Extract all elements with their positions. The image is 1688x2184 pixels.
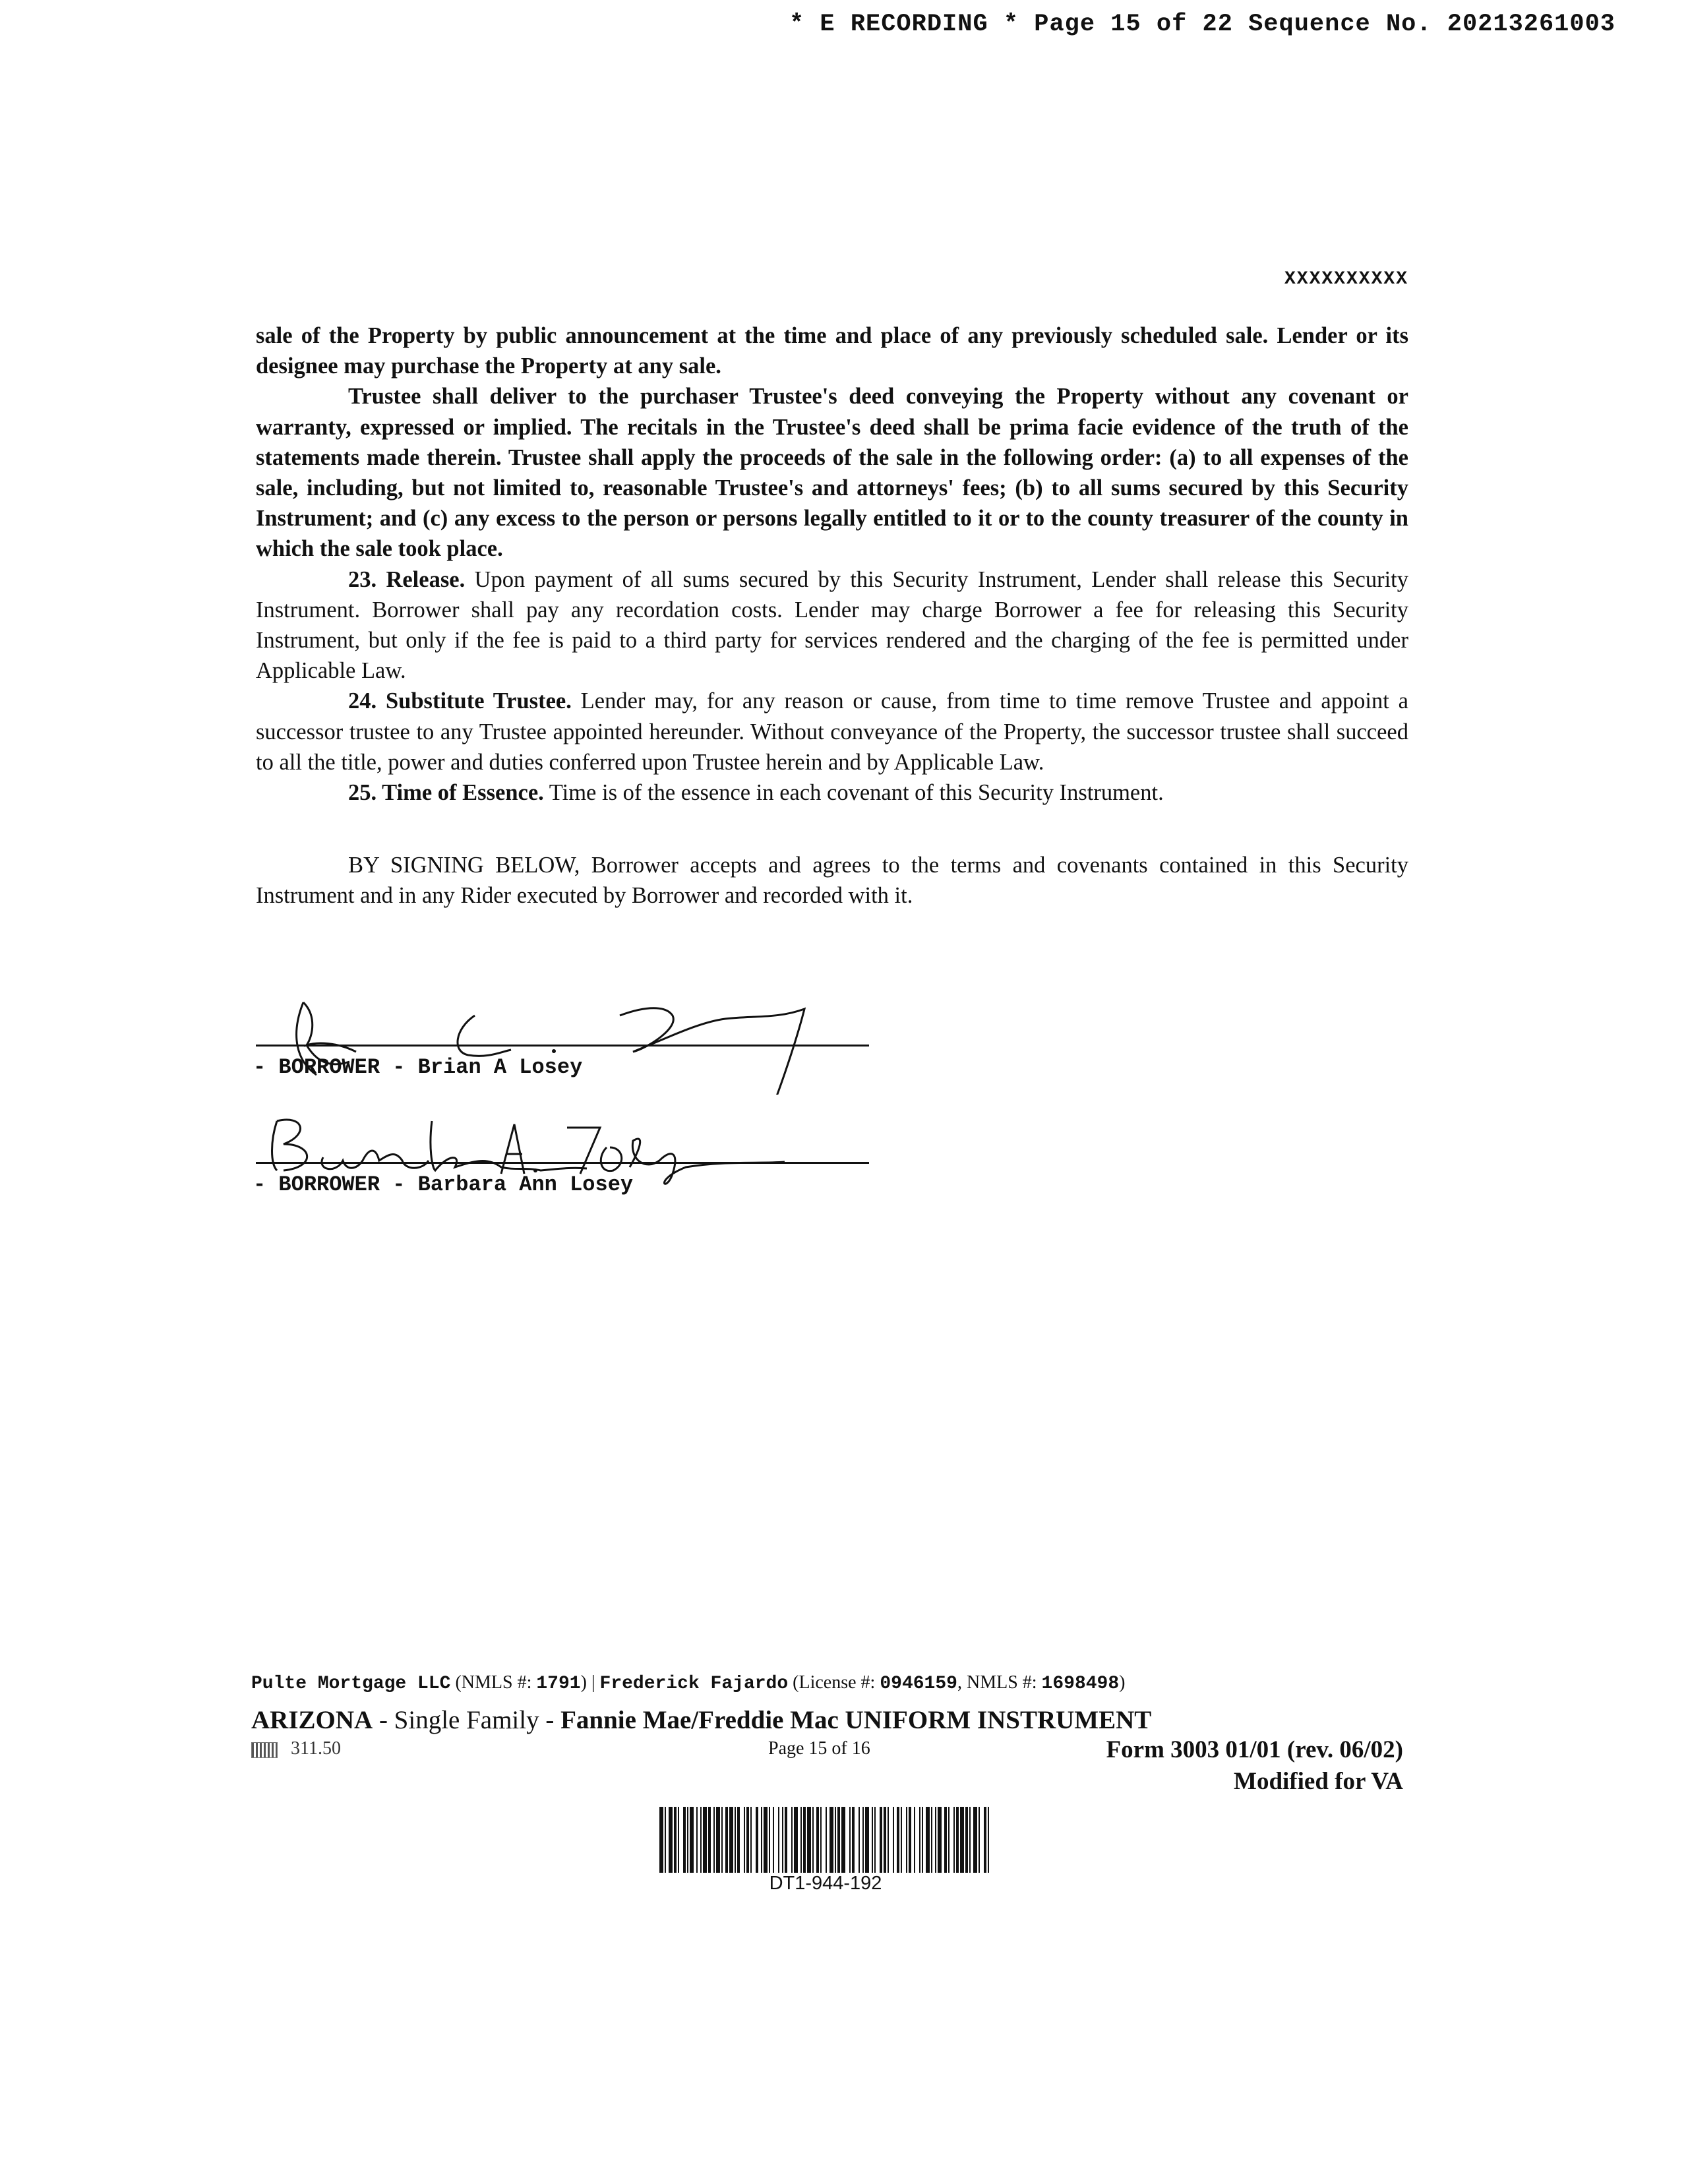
signing-statement: BY SIGNING BELOW, Borrower accepts and agrees to the terms and covenants contained in this Security Instrument and in any Rider executed by Borrower and recorded with it. <box>256 853 1408 909</box>
spacer <box>256 808 1408 850</box>
lender-info <box>251 1672 1126 1694</box>
license-prefix: (License #: <box>788 1672 880 1693</box>
barcode-bar <box>888 1807 889 1873</box>
barcode-bar <box>919 1807 920 1873</box>
barcode-bar <box>708 1807 711 1873</box>
barcode-bar <box>948 1807 950 1873</box>
barcode-bar <box>690 1807 694 1873</box>
barcode-bar <box>794 1807 798 1873</box>
recording-header: * E RECORDING * Page 15 of 22 Sequence No. 20213261003 <box>789 11 1615 38</box>
barcode-bar <box>820 1807 822 1873</box>
barcode-bar <box>935 1807 936 1873</box>
paragraph-trustee-deed: Trustee shall deliver to the purchaser Trustee's deed conveying the Property without any covenant or warranty, expressed or implied. The recitals in the Trustee's deed shall be prima facie evidence of the truth of the statements made therein. Trustee shall apply the proceeds of the sale in the following order: (a) to all expenses of the sale, including, but not limited to, reasonable Trustee's and attorneys' fees; (b) to all sums secured by this Security Instrument; and (c) any excess to the person or persons legally entitled to it or to the county treasurer of the county in which the sale took place. <box>256 384 1408 562</box>
barcode-bar <box>914 1807 915 1873</box>
barcode-bar <box>744 1807 745 1873</box>
barcode-bar <box>769 1807 770 1873</box>
document-body <box>256 320 1408 911</box>
originator-nmls-prefix: , NMLS #: <box>957 1672 1042 1693</box>
barcode-bar <box>782 1807 783 1873</box>
page-number: Page 15 of 16 <box>768 1738 870 1759</box>
barcode-bar <box>835 1807 836 1873</box>
form-title-uniform: Fannie Mae/Freddie Mac UNIFORM INSTRUMENT <box>560 1706 1152 1734</box>
barcode-bar <box>988 1807 989 1873</box>
signature-line-1 <box>256 1045 869 1046</box>
barcode-bar <box>678 1807 679 1873</box>
barcode-bar <box>826 1807 827 1873</box>
barcode-bar <box>816 1807 819 1873</box>
form-code-value: 311.50 <box>291 1738 341 1759</box>
barcode-bar <box>901 1807 902 1873</box>
barcode-bar <box>984 1807 986 1873</box>
lender-separator: ) | <box>580 1672 600 1693</box>
barcode-bar <box>922 1807 923 1873</box>
barcode-bar <box>931 1807 932 1873</box>
barcode-bar <box>960 1807 964 1873</box>
section-23-text: Upon payment of all sums secured by this Security Instrument, Lender shall release this Security Instrument. Borrower shall pay any recordation costs. Lender may charge Borrower a fee for releasing this Security Instrument, but only if the fee is paid to a third party for services rendered and the charging of the fee is permitted under Applicable Law. <box>256 566 1408 684</box>
barcode-bar <box>979 1807 980 1873</box>
section-23-heading: 23. Release. <box>348 566 466 592</box>
barcode-bar <box>884 1807 886 1873</box>
section-25-text: Time is of the essence in each covenant of this Security Instrument. <box>543 780 1164 806</box>
form-modified: Modified for VA <box>1234 1768 1403 1795</box>
barcode-bar <box>713 1807 715 1873</box>
barcode-bar <box>659 1807 663 1873</box>
barcode-bar <box>725 1807 728 1873</box>
barcode-stamp-icon <box>251 1742 278 1758</box>
barcode-bar <box>906 1807 907 1873</box>
barcode-bar <box>785 1807 787 1873</box>
barcode-bar <box>756 1807 758 1873</box>
barcode-bar <box>764 1807 768 1873</box>
barcode-bar <box>803 1807 806 1873</box>
form-id: Form 3003 01/01 (rev. 06/02) <box>1106 1736 1403 1763</box>
barcode-bar <box>703 1807 707 1873</box>
borrower-label-2: - BORROWER - Barbara Ann Losey <box>253 1172 634 1197</box>
barcode-bar <box>865 1807 869 1873</box>
form-title <box>251 1705 1151 1735</box>
originator-nmls: 1698498 <box>1041 1674 1120 1694</box>
barcode-bar <box>893 1807 894 1873</box>
barcode-bar <box>973 1807 977 1873</box>
barcode-bar <box>969 1807 971 1873</box>
form-code <box>251 1738 341 1759</box>
barcode-bar <box>944 1807 947 1873</box>
barcode-bar <box>965 1807 968 1873</box>
barcode-bar <box>938 1807 942 1873</box>
barcode-bar <box>778 1807 779 1873</box>
barcode-bar <box>687 1807 688 1873</box>
originator-license: 0946159 <box>880 1674 957 1694</box>
barcode-bar <box>737 1807 740 1873</box>
barcode-bar <box>761 1807 762 1873</box>
barcode-bar <box>791 1807 793 1873</box>
barcode-bar <box>849 1807 851 1873</box>
barcode-bar <box>926 1807 930 1873</box>
lender-nmls: 1791 <box>536 1674 581 1694</box>
barcode-bar <box>956 1807 959 1873</box>
barcode-bar <box>841 1807 845 1873</box>
barcode-number: DT1-944-192 <box>769 1873 882 1894</box>
barcode-bar <box>897 1807 899 1873</box>
barcode-bar <box>807 1807 811 1873</box>
barcode-bar <box>696 1807 698 1873</box>
barcode-bar <box>800 1807 802 1873</box>
paragraph-sale: sale of the Property by public announcement at the time and place of any previously scheduled sale. Lender or its designee may purchase the Property at any sale. <box>256 323 1408 379</box>
barcode <box>659 1807 992 1873</box>
lender-info-close: ) <box>1119 1672 1126 1693</box>
barcode-bar <box>862 1807 864 1873</box>
lender-name: Pulte Mortgage LLC <box>251 1674 451 1694</box>
barcode-bar <box>829 1807 833 1873</box>
barcode-bar <box>735 1807 736 1873</box>
barcode-bar <box>872 1807 873 1873</box>
barcode-bar <box>674 1807 677 1873</box>
barcode-bar <box>716 1807 720 1873</box>
form-number <box>1106 1734 1403 1798</box>
form-title-mid: - Single Family - <box>373 1706 561 1734</box>
form-state: ARIZONA <box>251 1706 373 1734</box>
lender-nmls-prefix: (NMLS #: <box>450 1672 537 1693</box>
barcode-bar <box>729 1807 733 1873</box>
borrower-label-1: - BORROWER - Brian A Losey <box>253 1055 583 1079</box>
section-24-text: Lender may, for any reason or cause, from time to time remove Trustee and appoint a successor trustee to any Trustee appointed hereunder. Without conveyance of the Property, the successor trustee shall succeed to all the title, power and duties conferred upon Trustee herein and by Applicable Law. <box>256 688 1408 775</box>
loan-number: XXXXXXXXXX <box>1284 269 1408 289</box>
barcode-bar <box>700 1807 702 1873</box>
barcode-bar <box>669 1807 673 1873</box>
barcode-bar <box>665 1807 666 1873</box>
section-25-time-of-essence <box>256 777 1408 808</box>
barcode-bar <box>874 1807 876 1873</box>
barcode-bar <box>837 1807 840 1873</box>
barcode-bar <box>909 1807 911 1873</box>
barcode-bar <box>721 1807 723 1873</box>
originator-name: Frederick Fajardo <box>599 1674 789 1694</box>
barcode-bar <box>859 1807 860 1873</box>
barcode-bar <box>750 1807 752 1873</box>
barcode-bar <box>746 1807 749 1873</box>
section-23-release <box>256 564 1408 686</box>
barcode-bar <box>683 1807 686 1873</box>
barcode-bar <box>812 1807 814 1873</box>
barcode-bar <box>953 1807 955 1873</box>
signature-line-2 <box>256 1162 869 1164</box>
barcode-bar <box>880 1807 882 1873</box>
section-24-heading: 24. Substitute Trustee. <box>348 688 572 714</box>
section-24-substitute-trustee <box>256 686 1408 777</box>
section-25-heading: 25. Time of Essence. <box>348 780 544 806</box>
barcode-bar <box>773 1807 774 1873</box>
barcode-bar <box>852 1807 855 1873</box>
